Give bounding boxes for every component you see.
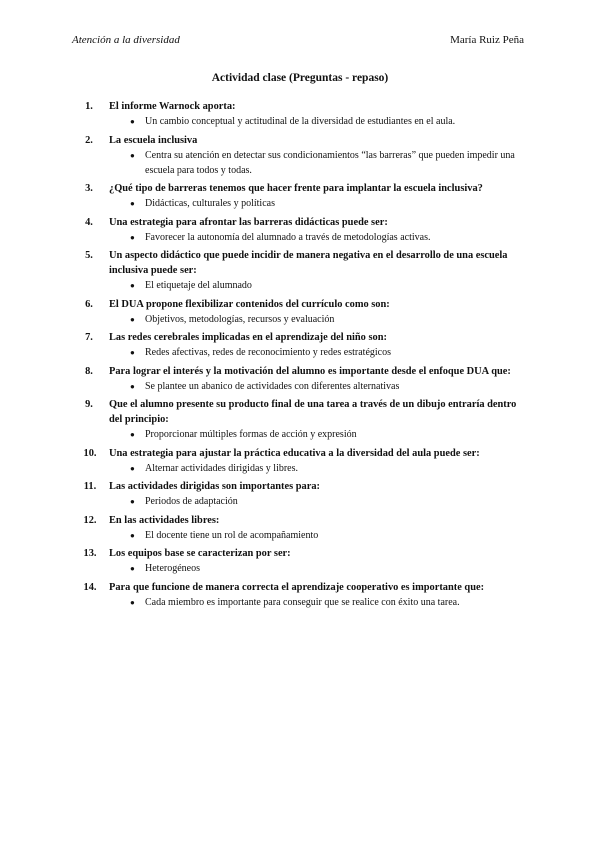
question-text: El DUA propone flexibilizar contenidos del currículo como son: (109, 298, 390, 310)
bullet-icon: ● (130, 117, 135, 126)
question-number: 4. (85, 216, 93, 228)
bullet-icon: ● (130, 430, 135, 439)
question-item (72, 479, 522, 509)
answer-text: Favorecer la autonomía del alumnado a través de metodologías activas. (145, 231, 431, 243)
answer-text: Didácticas, culturales y políticas (145, 198, 275, 209)
bullet-icon: ● (130, 530, 135, 540)
answer-item (109, 196, 522, 211)
question-item (72, 513, 522, 543)
bullet-icon: ● (130, 150, 135, 160)
header-author-name: María Ruiz Peña (450, 34, 524, 46)
question-item (72, 446, 522, 476)
question-item (72, 364, 522, 394)
question-number: 9. (85, 399, 93, 410)
answer-text: Proporcionar múltiples formas de acción y expresión (145, 429, 357, 440)
answer-text: Objetivos, metodologías, recursos y evaluación (145, 313, 335, 325)
question-item (72, 99, 522, 129)
question-text: Para lograr el interés y la motivación del alumno es importante desde el enfoque DUA que: (109, 365, 511, 377)
question-number: 1. (85, 101, 93, 112)
bullet-icon: ● (130, 497, 135, 506)
question-number: 13. (83, 548, 97, 559)
bullet-icon: ● (130, 463, 135, 473)
answer-item (109, 528, 522, 543)
answer-item (109, 561, 522, 576)
bullet-icon: ● (130, 564, 135, 573)
bullet-icon: ● (130, 348, 135, 357)
answer-item (109, 312, 522, 327)
question-number: 6. (85, 298, 93, 310)
answer-text: El etiquetaje del alumnado (145, 280, 252, 291)
answer-item (109, 379, 522, 394)
answer-item (109, 595, 522, 610)
question-item (72, 133, 522, 178)
question-item (72, 330, 522, 360)
question-text: Las redes cerebrales implicadas en el aprendizaje del niño son: (109, 332, 387, 343)
answer-item (109, 427, 522, 442)
question-text: Para que funcione de manera correcta el aprendizaje cooperativo es importante que: (109, 581, 485, 593)
question-text: ¿Qué tipo de barreras tenemos que hacer frente para implantar la escuela inclusiva? (109, 183, 483, 194)
question-item (72, 248, 522, 293)
question-item (72, 397, 522, 442)
question-text: En las actividades libres: (109, 514, 220, 526)
question-number: 7. (85, 332, 93, 343)
answer-text: Se plantee un abanico de actividades con diferentes alternativas (145, 380, 400, 392)
answer-text: Periodos de adaptación (145, 496, 238, 507)
document-title: Actividad clase (Preguntas - repaso) (211, 72, 389, 84)
answer-item (109, 230, 522, 245)
bullet-icon: ● (130, 199, 135, 208)
bullet-icon: ● (130, 381, 135, 391)
question-list (72, 99, 522, 613)
question-number: 11. (83, 481, 97, 492)
answer-item (109, 494, 522, 509)
bullet-icon: ● (130, 281, 135, 290)
answer-item (109, 345, 522, 360)
answer-item (109, 278, 522, 293)
answer-text: Centra su atención en detectar sus condicionamientos “las barreras” que pueden impedir una escuela para todos y todas. (145, 149, 515, 176)
question-number: 12. (83, 514, 97, 526)
bullet-icon: ● (130, 232, 135, 242)
bullet-icon: ● (130, 314, 135, 324)
question-item (72, 181, 522, 211)
answer-item (109, 461, 522, 476)
question-item (72, 215, 522, 245)
question-text: Una estrategia para afrontar las barreras didácticas puede ser: (109, 216, 388, 228)
answer-text: Cada miembro es importante para conseguir que se realice con éxito una tarea. (145, 596, 460, 608)
answer-text: El docente tiene un rol de acompañamiento (145, 529, 319, 541)
question-number: 8. (85, 365, 93, 377)
question-number: 3. (85, 183, 93, 194)
answer-item (109, 114, 522, 129)
question-item (72, 297, 522, 327)
question-number: 5. (85, 250, 93, 261)
question-text: La escuela inclusiva (109, 134, 198, 146)
question-text: Los equipos base se caracterizan por ser: (109, 548, 291, 559)
question-number: 10. (83, 447, 97, 459)
answer-text: Alternar actividades dirigidas y libres. (145, 462, 299, 474)
answer-text: Redes afectivas, redes de reconocimiento y redes estratégicos (145, 347, 392, 358)
question-number: 2. (85, 134, 93, 146)
header-course-title: Atención a la diversidad (72, 34, 180, 46)
question-text: Las actividades dirigidas son importantes para: (109, 481, 321, 492)
answer-item (109, 148, 522, 178)
question-item (72, 580, 522, 610)
question-number: 14. (83, 581, 97, 593)
answer-text: Un cambio conceptual y actitudinal de la diversidad de estudiantes en el aula. (145, 116, 456, 127)
question-text: Que el alumno presente su producto final de una tarea a través de un dibujo entraría dentro del principio: (109, 399, 517, 425)
question-text: Una estrategia para ajustar la práctica educativa a la diversidad del aula puede ser: (109, 447, 480, 459)
question-text: El informe Warnock aporta: (109, 101, 236, 112)
bullet-icon: ● (130, 597, 135, 607)
question-item (72, 546, 522, 576)
question-text: Un aspecto didáctico que puede incidir de manera negativa en el desarrollo de una escuela inclusiva puede ser: (109, 250, 508, 276)
answer-text: Heterogéneos (145, 563, 200, 574)
